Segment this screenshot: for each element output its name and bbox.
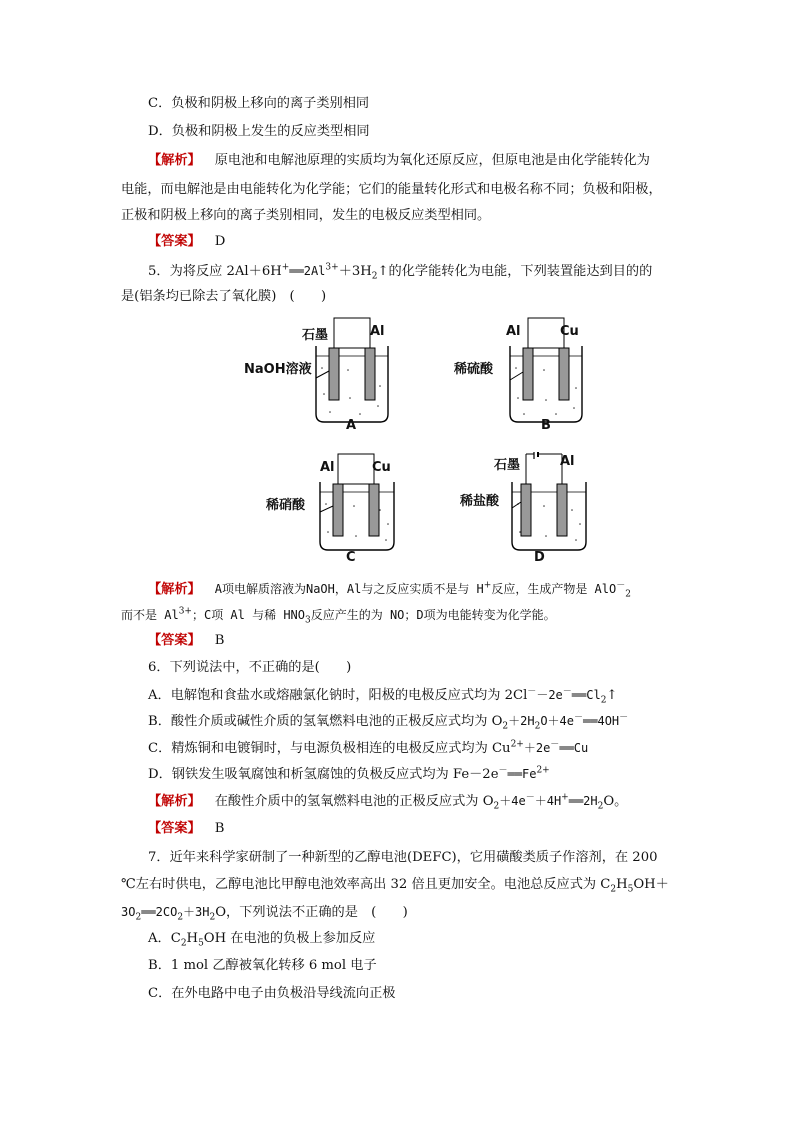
analysis-text: ＋4H bbox=[534, 794, 562, 808]
figure-d-label: D bbox=[534, 550, 545, 565]
stem-text: ══2CO bbox=[141, 905, 178, 919]
figure-d-right-electrode: Al bbox=[560, 454, 575, 469]
figure-a-left-electrode: 石墨 bbox=[302, 328, 329, 343]
figure-a-right-electrode: Al bbox=[370, 324, 385, 339]
q7-stem-line1: 7．近年来科学家研制了一种新型的乙醇电池(DEFC)，它用磺酸类质子作溶剂，在 200 bbox=[148, 850, 658, 865]
stem-text: ℃左右时供电，乙醇电池比甲醇电池效率高出 32 倍且更加安全。电池总反应式为 C bbox=[121, 877, 611, 892]
q6-option-c: C．精炼铜和电镀铜时，与电源负极相连的电极反应式均为 $Cu^{2+}+2e^-══Cu$ bbox=[148, 739, 589, 756]
figure-d-left-electrode: 石墨 bbox=[494, 458, 521, 473]
stem-text: ＋3H bbox=[338, 264, 372, 279]
stem-text: ＋3H bbox=[183, 905, 210, 919]
q5-stem-line2: 是(铝条均已除去了氧化膜) ( ) bbox=[121, 289, 327, 304]
stem-text: 5．为将反应 2Al＋6H bbox=[148, 264, 282, 279]
answer-value: B bbox=[214, 821, 225, 836]
q7-stem-line2: ℃左右时供电，乙醇电池比甲醇电池效率高出 32 倍且更加安全。电池总反应式为 $C_2H_5OH+$ bbox=[121, 877, 669, 895]
answer-tag: 【答案】 bbox=[148, 234, 201, 249]
answer-tag: 【答案】 bbox=[148, 821, 201, 836]
figure-b-label: B bbox=[541, 418, 551, 433]
q7-stem-line3: $3O_2══2CO_2+3H_2O$，下列说法不正确的是 ( ) bbox=[121, 905, 408, 923]
q4-answer bbox=[148, 233, 225, 251]
analysis-text: 在酸性介质中的氢氧燃料电池的正极反应式为 O bbox=[214, 794, 494, 809]
analysis-tag: 【解析】 bbox=[148, 794, 201, 809]
q7-option-c: C．在外电路中电子由负极沿导线流向正极 bbox=[148, 986, 396, 1001]
option-text: B．酸性介质或碱性介质的氢氧燃料电池的正极反应式均为 O bbox=[148, 714, 503, 729]
q4-option-c: C．负极和阴极上移向的离子类别相同 bbox=[148, 96, 370, 111]
option-text: OH 在电池的负极上参加反应 bbox=[203, 931, 376, 946]
option-text: ＋2H bbox=[508, 714, 535, 728]
analysis-text: ══2H bbox=[568, 794, 598, 808]
q6-option-a: A．电解饱和食盐水或熔融氯化钠时，阳极的电极反应式均为 $2Cl^--2e^-══Cl_2↑$ bbox=[148, 686, 618, 706]
analysis-text: 反应产生的为 NO；D项为电能转变为化学能。 bbox=[310, 608, 556, 622]
figure-c-solution: 稀硝酸 bbox=[266, 498, 306, 513]
q5-stem-line1: 5．为将反应 $2Al+6H^+══2Al^{3+}+3H_2↑$的化学能转化为电能，下列装置能达到目的的 bbox=[148, 262, 653, 282]
stem-text: ↑的化学能转化为电能，下列装置能达到目的的 bbox=[377, 264, 653, 279]
option-text: C．精炼铜和电镀铜时，与电源负极相连的电极反应式均为 Cu bbox=[148, 741, 511, 756]
option-text: ══Cl bbox=[571, 688, 601, 702]
q5-analysis-line1: 【解析】 A项电解质溶液为NaOH，Al与之反应实质不是与 H+反应，生成产物是 AlO－$_2$ bbox=[148, 580, 631, 600]
figure-d bbox=[456, 452, 606, 570]
figure-b bbox=[448, 316, 588, 434]
stem-text: OH＋ bbox=[633, 877, 669, 892]
q6-answer bbox=[148, 820, 224, 838]
answer-value: D bbox=[214, 234, 226, 249]
figure-c-right-electrode: Cu bbox=[372, 460, 391, 475]
q4-analysis-line3: 正极和阴极上移向的离子类别相同，发生的电极反应类型相同。 bbox=[121, 208, 491, 223]
q4-analysis-line2: 电能，而电解池是由电能转化为化学能；它们的能量转化形式和电极名称不同；负极和阳极， bbox=[121, 182, 662, 197]
stem-text: 3O bbox=[121, 905, 136, 919]
stem-text: ══2Al bbox=[289, 264, 326, 278]
option-text: O＋4e bbox=[540, 714, 574, 728]
analysis-text: A项电解质溶液为NaOH，Al与之反应实质不是与 H bbox=[214, 582, 484, 596]
q6-option-d: D．钢铁发生吸氧腐蚀和析氢腐蚀的负极反应式均为 $Fe-2e^-══Fe^{2+}$ bbox=[148, 765, 550, 782]
option-text: A．C bbox=[148, 931, 181, 946]
stem-text: H bbox=[616, 877, 628, 892]
option-text: H bbox=[186, 931, 199, 946]
figure-b-left-electrode: Al bbox=[506, 324, 521, 339]
analysis-text: 而不是 Al bbox=[121, 608, 179, 622]
q7-option-a: A．$C_2H_5OH$ 在电池的负极上参加反应 bbox=[148, 931, 376, 949]
figure-a-label: A bbox=[346, 418, 357, 433]
analysis-text: ＋4e bbox=[499, 794, 526, 808]
figure-b-right-electrode: Cu bbox=[560, 324, 579, 339]
option-text: －2e bbox=[536, 688, 563, 702]
analysis-text: O。 bbox=[603, 794, 628, 809]
q4-option-d: D．负极和阴极上发生的反应类型相同 bbox=[148, 124, 370, 139]
option-text: D．钢铁发生吸氧腐蚀和析氢腐蚀的负极反应式均为 Fe－2e bbox=[148, 767, 499, 782]
option-text: ══Cu bbox=[559, 741, 589, 755]
figure-b-solution: 稀硫酸 bbox=[454, 362, 494, 377]
q4-analysis-line1 bbox=[148, 152, 650, 170]
figure-a bbox=[240, 316, 400, 434]
option-text: ＋2e bbox=[523, 741, 551, 755]
figure-c-label: C bbox=[346, 550, 356, 565]
analysis-text: 反应，生成产物是 AlO bbox=[491, 582, 617, 596]
figure-a-solution: NaOH溶液 bbox=[244, 362, 312, 377]
q6-analysis: 【解析】 在酸性介质中的氢氧燃料电池的正极反应式为 $O_2+4e^-+4H^+══2H_2O$。 bbox=[148, 792, 628, 812]
answer-tag: 【答案】 bbox=[148, 633, 201, 648]
q6-stem: 6．下列说法中，不正确的是( ) bbox=[148, 660, 352, 675]
figure-d-solution: 稀盐酸 bbox=[460, 494, 500, 509]
analysis-tag: 【解析】 bbox=[148, 153, 201, 168]
q6-option-b: B．酸性介质或碱性介质的氢氧燃料电池的正极反应式均为 $O_2+2H_2O+4e^-══4OH^-$ bbox=[148, 712, 629, 732]
q5-analysis-line2: 而不是 $Al^{3+}$；C项 Al 与稀 $HNO_3$反应产生的为 NO；D项为电能转变为化学能。 bbox=[121, 606, 556, 626]
analysis-text: 原电池和电解池原理的实质均为氧化还原反应，但原电池是由化学能转化为 bbox=[214, 153, 650, 168]
stem-text: O，下列说法不正确的是 ( ) bbox=[215, 905, 408, 920]
analysis-tag: 【解析】 bbox=[148, 582, 201, 597]
analysis-text: ；C项 Al 与稀 HNO bbox=[191, 608, 305, 622]
q7-option-b: B．1 mol 乙醇被氧化转移 6 mol 电子 bbox=[148, 958, 377, 973]
option-text: ══Fe bbox=[507, 767, 537, 781]
option-text: ══4OH bbox=[583, 714, 620, 728]
answer-value: B bbox=[214, 633, 225, 648]
option-text: A．电解饱和食盐水或熔融氯化钠时，阳极的电极反应式均为 2Cl bbox=[148, 688, 528, 703]
figure-c bbox=[262, 452, 412, 570]
q5-answer bbox=[148, 632, 224, 650]
figure-c-left-electrode: Al bbox=[320, 460, 335, 475]
